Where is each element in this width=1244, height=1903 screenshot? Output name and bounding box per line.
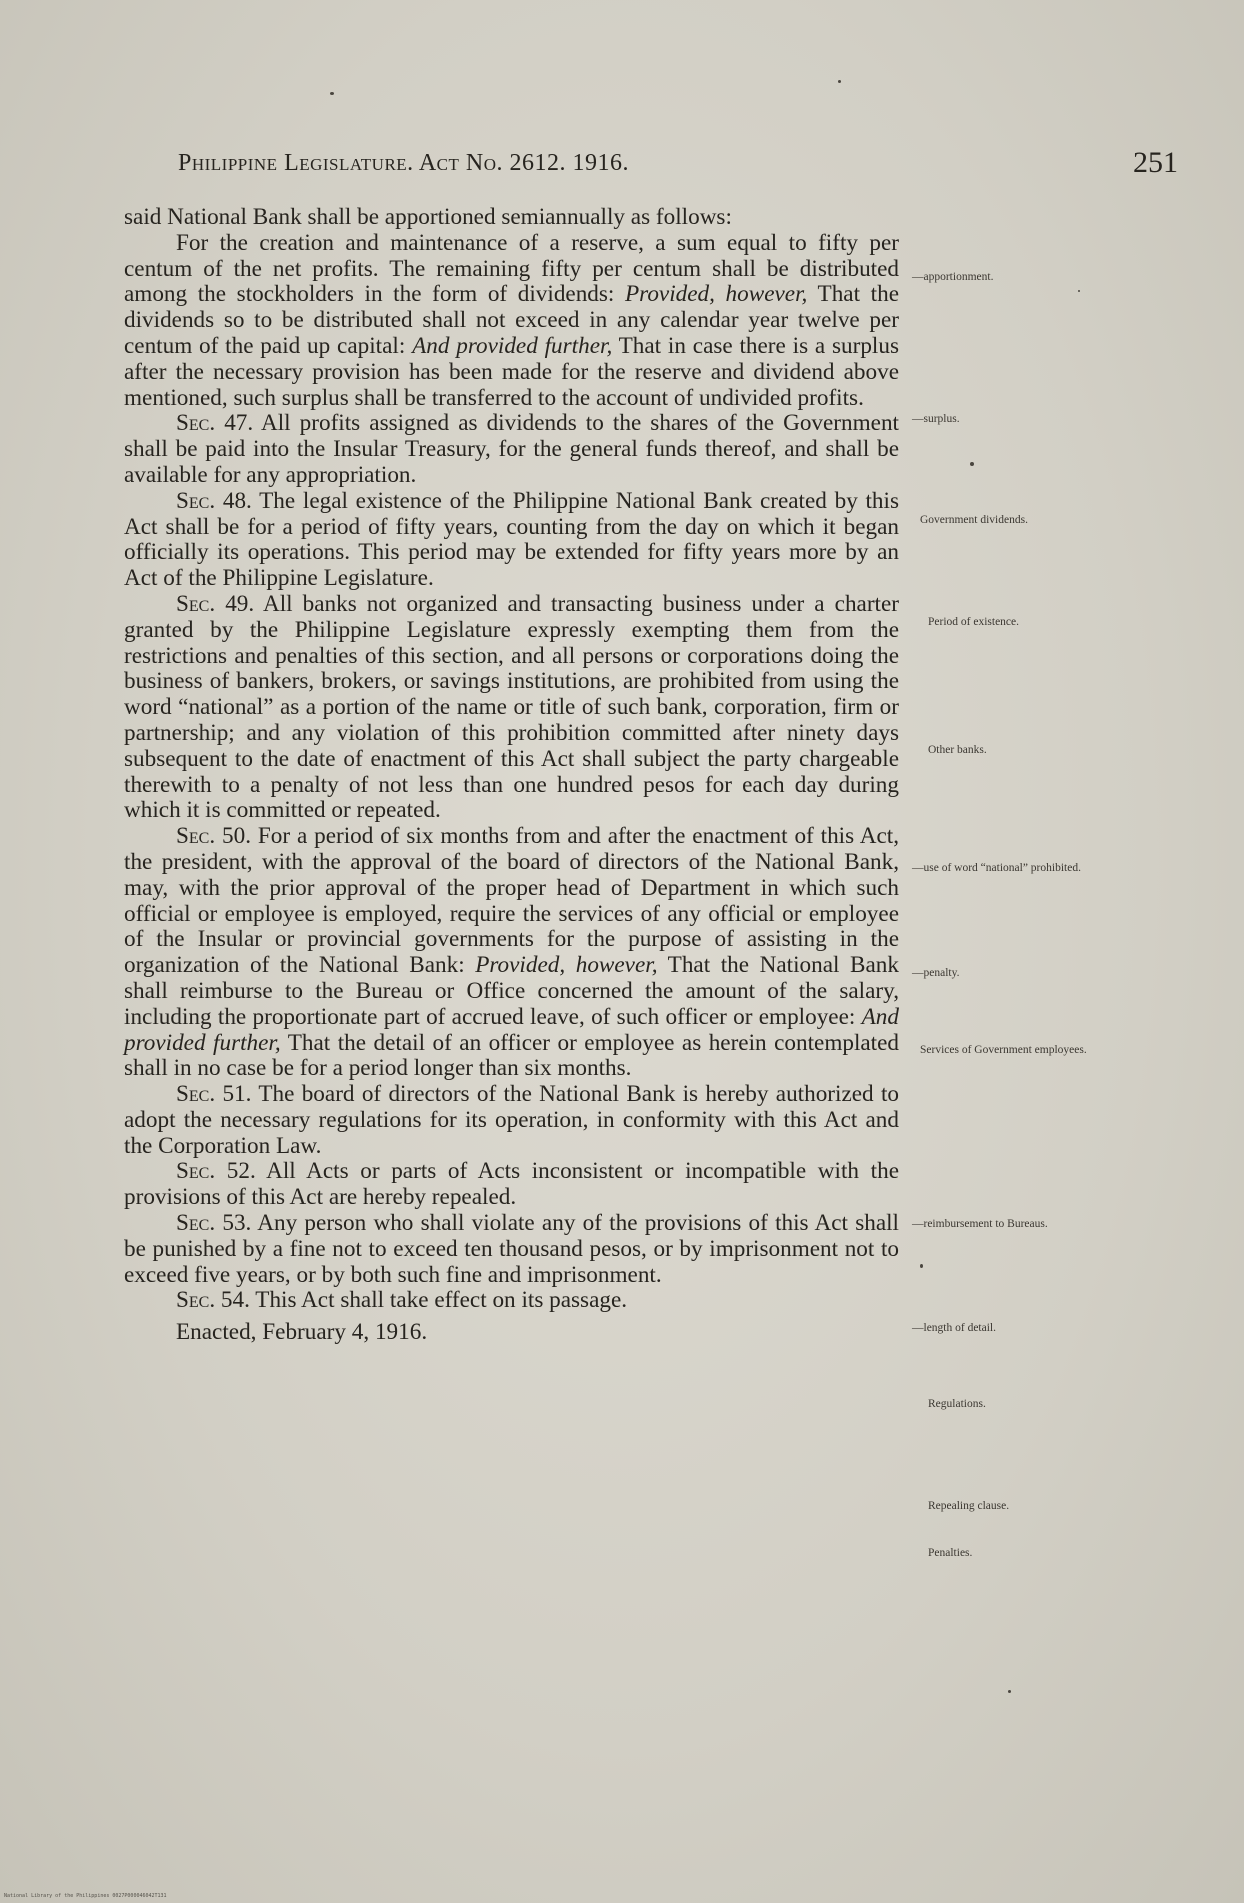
section-51-text: The board of directors of the National Bank is hereby authorized to adopt the necessary regulations for its operation, in conformity with this Act and the Corporation Law.	[124, 1081, 899, 1159]
reserve-text-3: That in case there is a surplus after the necessary provision has been made for the reserve and dividend above mentioned, such surplus shall be transferred to the account of undivided profits.	[124, 332, 899, 411]
running-header	[178, 146, 1178, 182]
margin-note-use-of-word: —use of word “national” prohibited.	[912, 862, 1081, 874]
scan-source-line: National Library of the Philippines 0027P000046042T131	[4, 1893, 167, 1899]
section-51	[124, 1082, 899, 1159]
proviso-italic-2: And provided further,	[412, 332, 613, 359]
margin-note-penalty: —penalty.	[912, 967, 960, 979]
margin-note-regulations: Regulations.	[928, 1398, 986, 1410]
reserve-text-2: That the dividends so to be distributed shall not exceed in any calendar year twelve per centum of the paid up capital:	[124, 281, 899, 359]
scan-speck	[920, 1264, 923, 1268]
margin-note-apportionment: —apportionment.	[912, 271, 994, 283]
section-48-label: Sec. 48.	[176, 487, 252, 514]
section-52-text: All Acts or parts of Acts inconsistent or incompatible with the provisions of this Act are hereby repealed.	[124, 1158, 899, 1211]
margin-note-period-of-existence: Period of existence.	[928, 616, 1020, 628]
section-53-text: Any person who shall violate any of the provisions of this Act shall be punished by a fine not to exceed ten thousand pesos, or by imprisonment not to exceed five years, or by both such fine and imprisonment.	[124, 1210, 899, 1288]
section-54	[124, 1288, 899, 1314]
section-54-label: Sec. 54.	[176, 1287, 250, 1314]
margin-note-surplus: —surplus.	[912, 413, 960, 425]
scan-speck	[970, 462, 974, 466]
margin-note-services: Services of Government employees.	[920, 1044, 1087, 1056]
section-49	[124, 592, 899, 824]
margin-note-reimbursement: —reimbursement to Bureaus.	[912, 1218, 1048, 1230]
section-47-text: All profits assigned as dividends to the shares of the Government shall be paid into the Insular Treasury, for the general funds thereof, and shall be available for any appropriation.	[124, 410, 899, 488]
paragraph-reserve	[124, 231, 899, 412]
margin-note-government-dividends: Government dividends.	[920, 514, 1028, 526]
section-50	[124, 824, 899, 1082]
scan-speck	[838, 80, 841, 83]
section-51-label: Sec. 51.	[176, 1081, 252, 1108]
section-53-label: Sec. 53.	[176, 1210, 252, 1237]
margin-note-other-banks: Other banks.	[928, 744, 987, 756]
act-body-text	[124, 205, 899, 1346]
section-48-text: The legal existence of the Philippine National Bank created by this Act shall be for a period of fifty years, counting from the day on which it began officially its operations. This period may be extended for fifty years more by an Act of the Philippine Legislature.	[124, 487, 899, 592]
section-48	[124, 489, 899, 592]
margin-note-repealing-clause: Repealing clause.	[928, 1500, 1010, 1512]
scan-speck	[1008, 1690, 1011, 1693]
enacted-date: Enacted, February 4, 1916.	[176, 1319, 428, 1346]
section-50-italic-1: Provided, however,	[475, 952, 658, 979]
section-52-label: Sec. 52.	[176, 1158, 256, 1185]
paragraph-apportionment-intro: said National Bank shall be apportioned semiannually as follows:	[124, 204, 732, 230]
header-title: Philippine Legislature. Act No. 2612. 1916.	[178, 150, 630, 176]
section-49-label: Sec. 49.	[176, 590, 255, 617]
margin-note-length-of-detail: —length of detail.	[912, 1322, 996, 1334]
reserve-text-1: For the creation and maintenance of a reserve, a sum equal to fifty per centum of the net profits. The remaining fifty per centum shall be distributed among the stockholders in the form of dividends:	[124, 229, 899, 308]
section-47-label: Sec. 47.	[176, 410, 254, 437]
margin-note-penalties: Penalties.	[928, 1547, 973, 1559]
proviso-italic-1: Provided, however,	[625, 281, 808, 308]
section-50-italic-2: And provided further,	[124, 1003, 899, 1056]
section-50-text-3: That the detail of an officer or employee as herein contemplated shall in no case be for a period longer than six months.	[124, 1029, 900, 1082]
scan-speck	[1078, 290, 1080, 292]
section-50-label: Sec. 50.	[176, 823, 251, 850]
page-number: 251	[1133, 146, 1178, 179]
section-47	[124, 411, 899, 488]
section-53	[124, 1211, 899, 1288]
scan-speck	[330, 92, 334, 95]
section-49-text: All banks not organized and transacting business under a charter granted by the Philippine Legislature expressly exempting them from the restrictions and penalties of this section, and all persons or corporations doing the business of bankers, brokers, or savings institutions, are prohibited from using the word “national” as a portion of the name or title of such bank, corporation, firm or partnership; and any violation of this prohibition committed after ninety days subsequent to the date of enactment of this Act shall subject the party chargeable therewith to a penalty of not less than one hundred pesos for each day during which it is committed or repeated.	[124, 590, 900, 824]
section-50-text-2: That the National Bank shall reimburse to the Bureau or Office concerned the amount of the salary, including the proportionate part of accrued leave, of such officer or employee:	[124, 952, 899, 1030]
section-52	[124, 1159, 899, 1211]
section-50-text-1: For a period of six months from and after the enactment of this Act, the president, with the approval of the board of directors of the National Bank, may, with the prior approval of the proper head of Department in which such official or employee is employed, require the services of any official or employee of the Insular or provincial governments for the purpose of assisting in the organization of the National Bank:	[124, 823, 899, 979]
section-54-text: This Act shall take effect on its passage.	[249, 1287, 628, 1314]
